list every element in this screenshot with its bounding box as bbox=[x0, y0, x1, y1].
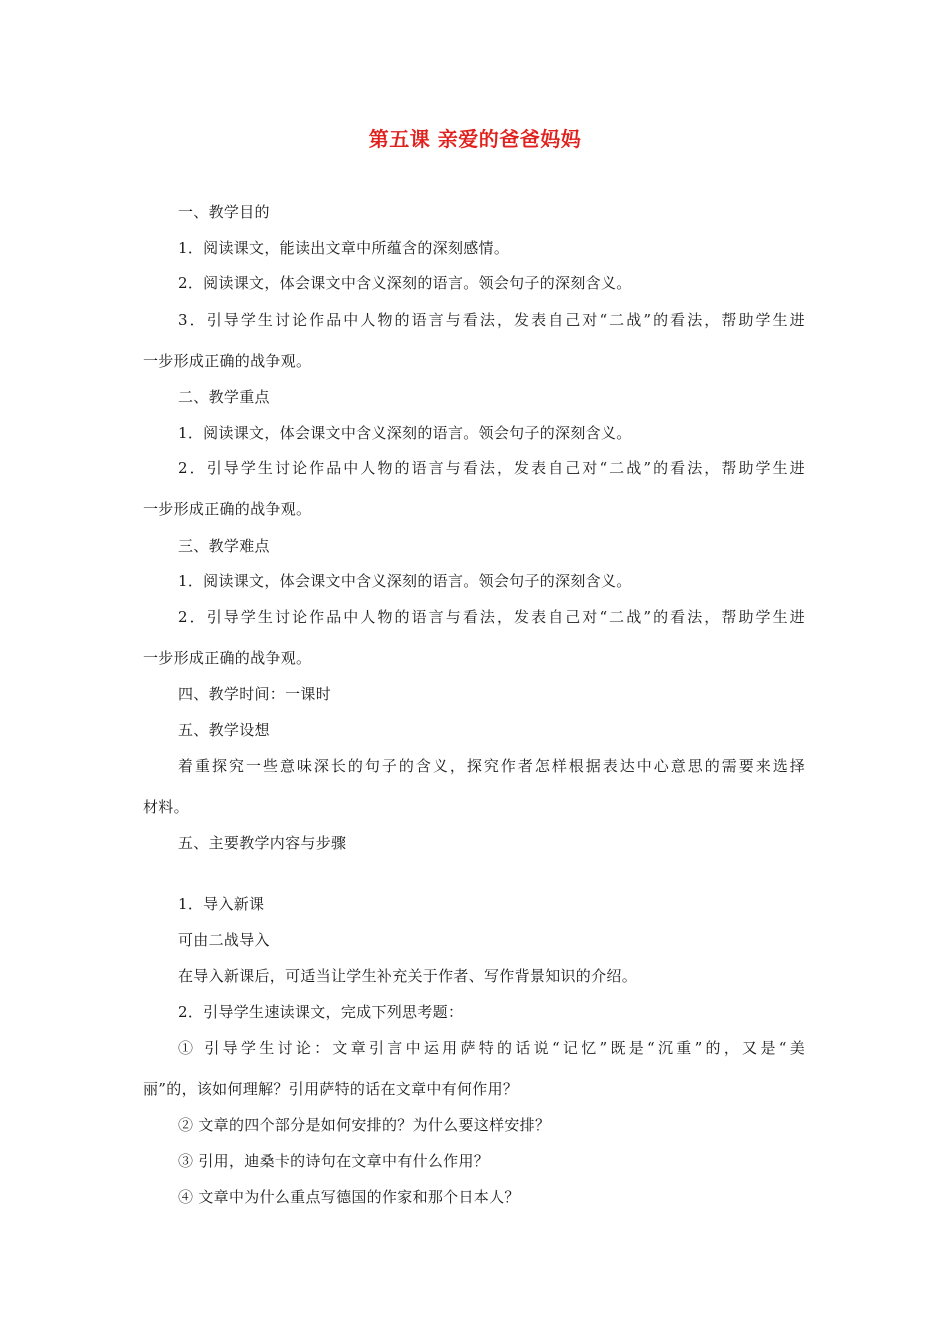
section-heading-design: 五、教学设想 bbox=[178, 721, 270, 739]
objective-item-2: 2．阅读课文，体会课文中含义深刻的语言。领会句子的深刻含义。 bbox=[178, 274, 632, 292]
question-4: ④ 文章中为什么重点写德国的作家和那个日本人？ bbox=[178, 1188, 520, 1206]
step-1-line-2: 在导入新课后，可适当让学生补充关于作者、写作背景知识的介绍。 bbox=[178, 967, 638, 985]
difficulty-item-1: 1．阅读课文，体会课文中含义深刻的语言。领会句子的深刻含义。 bbox=[178, 572, 632, 590]
design-paragraph: 着重探究一些意味深长的句子的含义，探究作者怎样根据表达中心意思的需要来选择 bbox=[178, 757, 805, 775]
section-heading-key-points: 二、教学重点 bbox=[178, 388, 270, 406]
design-paragraph-continued: 材料。 bbox=[143, 798, 189, 816]
key-point-item-1: 1．阅读课文，体会课文中含义深刻的语言。领会句子的深刻含义。 bbox=[178, 424, 632, 442]
lesson-title: 第五课 亲爱的爸爸妈妈 bbox=[368, 127, 582, 151]
section-heading-objectives: 一、教学目的 bbox=[178, 203, 270, 221]
difficulty-item-2-continued: 一步形成正确的战争观。 bbox=[143, 649, 312, 667]
key-point-item-2-continued: 一步形成正确的战争观。 bbox=[143, 500, 312, 518]
step-1-line-1: 可由二战导入 bbox=[178, 931, 270, 949]
step-1-heading: 1．导入新课 bbox=[178, 895, 265, 913]
section-heading-time: 四、教学时间：一课时 bbox=[178, 685, 332, 703]
section-heading-steps: 五、主要教学内容与步骤 bbox=[178, 834, 347, 852]
question-2: ② 文章的四个部分是如何安排的？为什么要这样安排？ bbox=[178, 1116, 551, 1134]
objective-item-1: 1．阅读课文，能读出文章中所蕴含的深刻感情。 bbox=[178, 239, 510, 257]
key-point-item-2: 2．引导学生讨论作品中人物的语言与看法，发表自己对“二战”的看法，帮助学生进 bbox=[178, 459, 805, 477]
objective-item-3-continued: 一步形成正确的战争观。 bbox=[143, 352, 312, 370]
step-2-heading: 2．引导学生速读课文，完成下列思考题： bbox=[178, 1003, 464, 1021]
section-heading-difficulties: 三、教学难点 bbox=[178, 537, 270, 555]
objective-item-3: 3．引导学生讨论作品中人物的语言与看法，发表自己对“二战”的看法，帮助学生进 bbox=[178, 311, 805, 329]
question-1: ① 引导学生讨论：文章引言中运用萨特的话说“记忆”既是“沉重”的，又是“美 bbox=[178, 1039, 805, 1057]
difficulty-item-2: 2．引导学生讨论作品中人物的语言与看法，发表自己对“二战”的看法，帮助学生进 bbox=[178, 608, 805, 626]
question-3: ③ 引用，迪桑卡的诗句在文章中有什么作用？ bbox=[178, 1152, 490, 1170]
question-1-continued: 丽”的，该如何理解？引用萨特的话在文章中有何作用？ bbox=[143, 1080, 519, 1098]
